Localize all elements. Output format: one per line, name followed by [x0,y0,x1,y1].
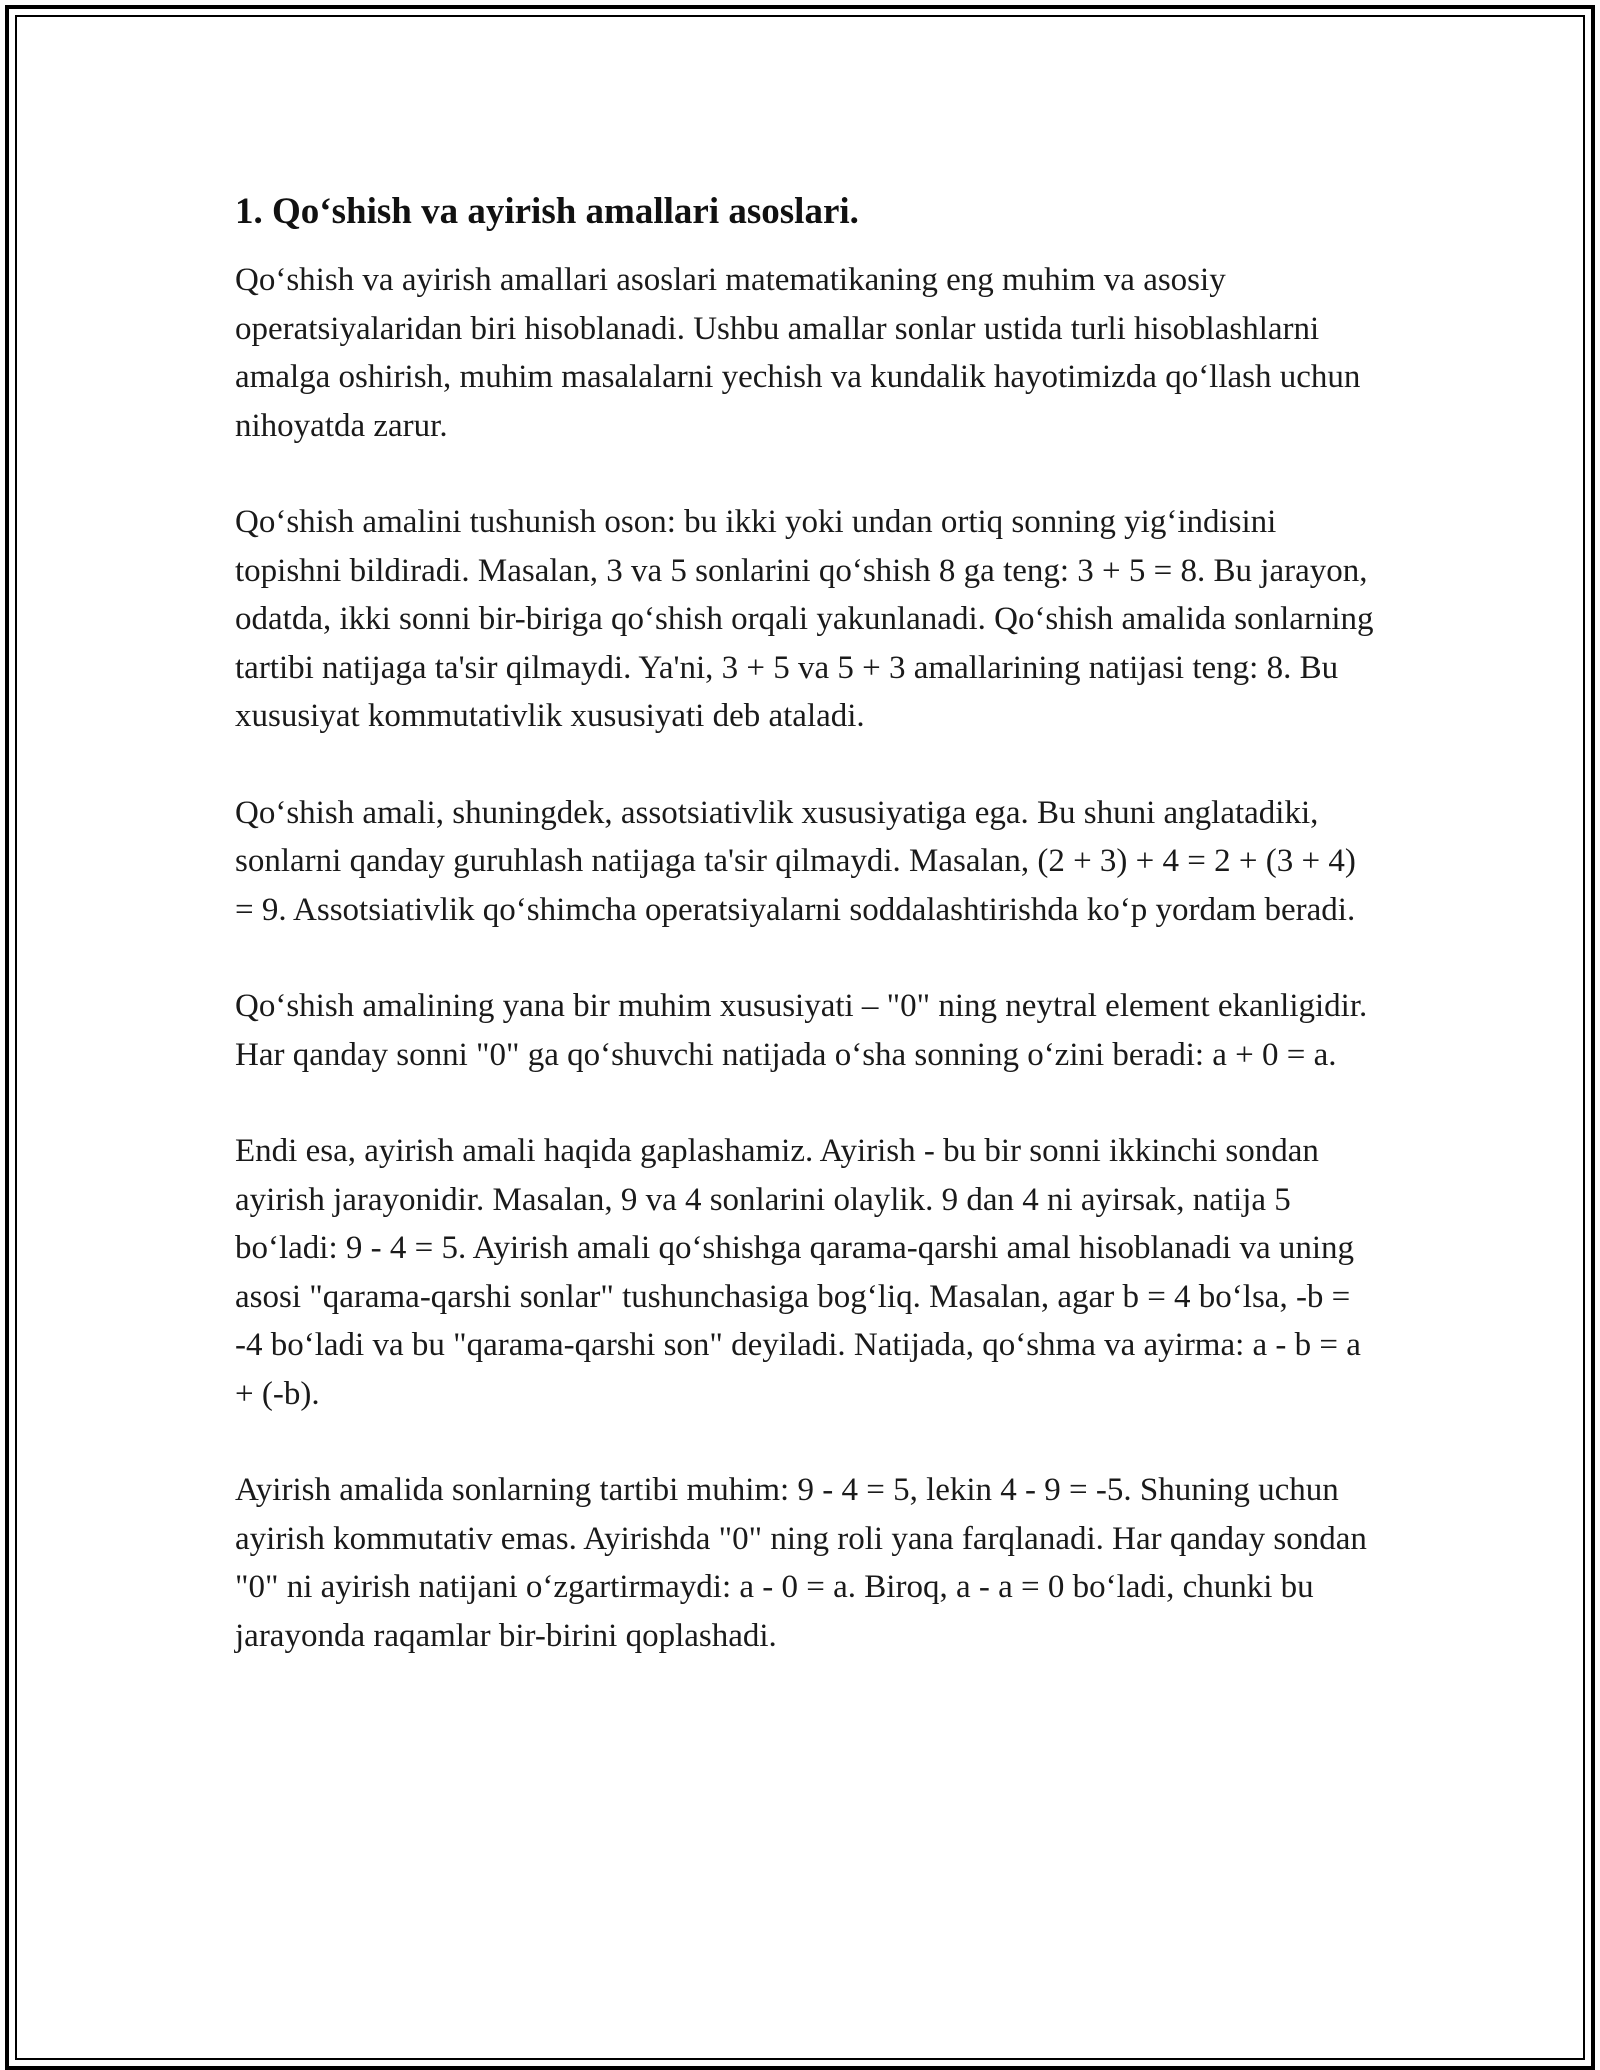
paragraph-intro: Qo‘shish va ayirish amallari asoslari matematikaning eng muhim va asosiy operatsiyalaridan biri hisoblanadi. Ushbu amallar sonlar ustida turli hisoblashlarni amalga oshirish, muhim masalalarni yechish va kundalik hayotimizda qo‘llash uchun nihoyatda zarur. [235,262,1361,444]
paragraph-subtraction-order: Ayirish amalida sonlarning tartibi muhim: 9 - 4 = 5, lekin 4 - 9 = -5. Shuning uchun ayirish kommutativ emas. Ayirishda "0" ning roli yana farqlanadi. Har qanday sondan "0" ni ayirish natijani o‘zgartirmaydi: a - 0 = a. Biroq, a - a = 0 bo‘ladi, chunki bu jarayonda raqamlar bir-birini qoplashadi. [235,1472,1367,1654]
document-body [235,186,1375,1660]
paragraph-subtraction: Endi esa, ayirish amali haqida gaplashamiz. Ayirish - bu bir sonni ikkinchi sondan ayirish jarayonidir. Masalan, 9 va 4 sonlarini olaylik. 9 dan 4 ni ayirsak, natija 5 bo‘ladi: 9 - 4 = 5. Ayirish amali qo‘shishga qarama-qarshi amal hisoblanadi va uning asosi "qarama-qarshi sonlar" tushunchasiga bog‘liq. Masalan, agar b = 4 bo‘lsa, -b = -4 bo‘ladi va bu "qarama-qarshi son" deyiladi. Natijada, qo‘shma va ayirma: a - b = a + (-b). [235,1133,1361,1412]
paragraph-addition-commutativity: Qo‘shish amalini tushunish oson: bu ikki yoki undan ortiq sonning yig‘indisini topishni bildiradi. Masalan, 3 va 5 sonlarini qo‘shish 8 ga teng: 3 + 5 = 8. Bu jarayon, odatda, ikki sonni bir-biriga qo‘shish orqali yakunlanadi. Qo‘shish amalida sonlarning tartibi natijaga ta'sir qilmaydi. Ya'ni, 3 + 5 va 5 + 3 amallarining natijasi teng: 8. Bu xususiyat kommutativlik xususiyati deb ataladi. [235,504,1374,734]
paragraph-neutral-element: Qo‘shish amalining yana bir muhim xususiyati – "0" ning neytral element ekanligidir. Har qanday sonni "0" ga qo‘shuvchi natijada o‘sha sonning o‘zini beradi: a + 0 = a. [235,988,1368,1073]
section-heading: 1. Qo‘shish va ayirish amallari asoslari. [235,191,859,232]
paragraph-addition-associativity: Qo‘shish amali, shuningdek, assotsiativlik xususiyatiga ega. Bu shuni anglatadiki, sonlarni qanday guruhlash natijaga ta'sir qilmaydi. Masalan, (2 + 3) + 4 = 2 + (3 + 4) = 9. Assotsiativlik qo‘shimcha operatsiyalarni soddalashtirishda ko‘p yordam beradi. [235,794,1356,928]
